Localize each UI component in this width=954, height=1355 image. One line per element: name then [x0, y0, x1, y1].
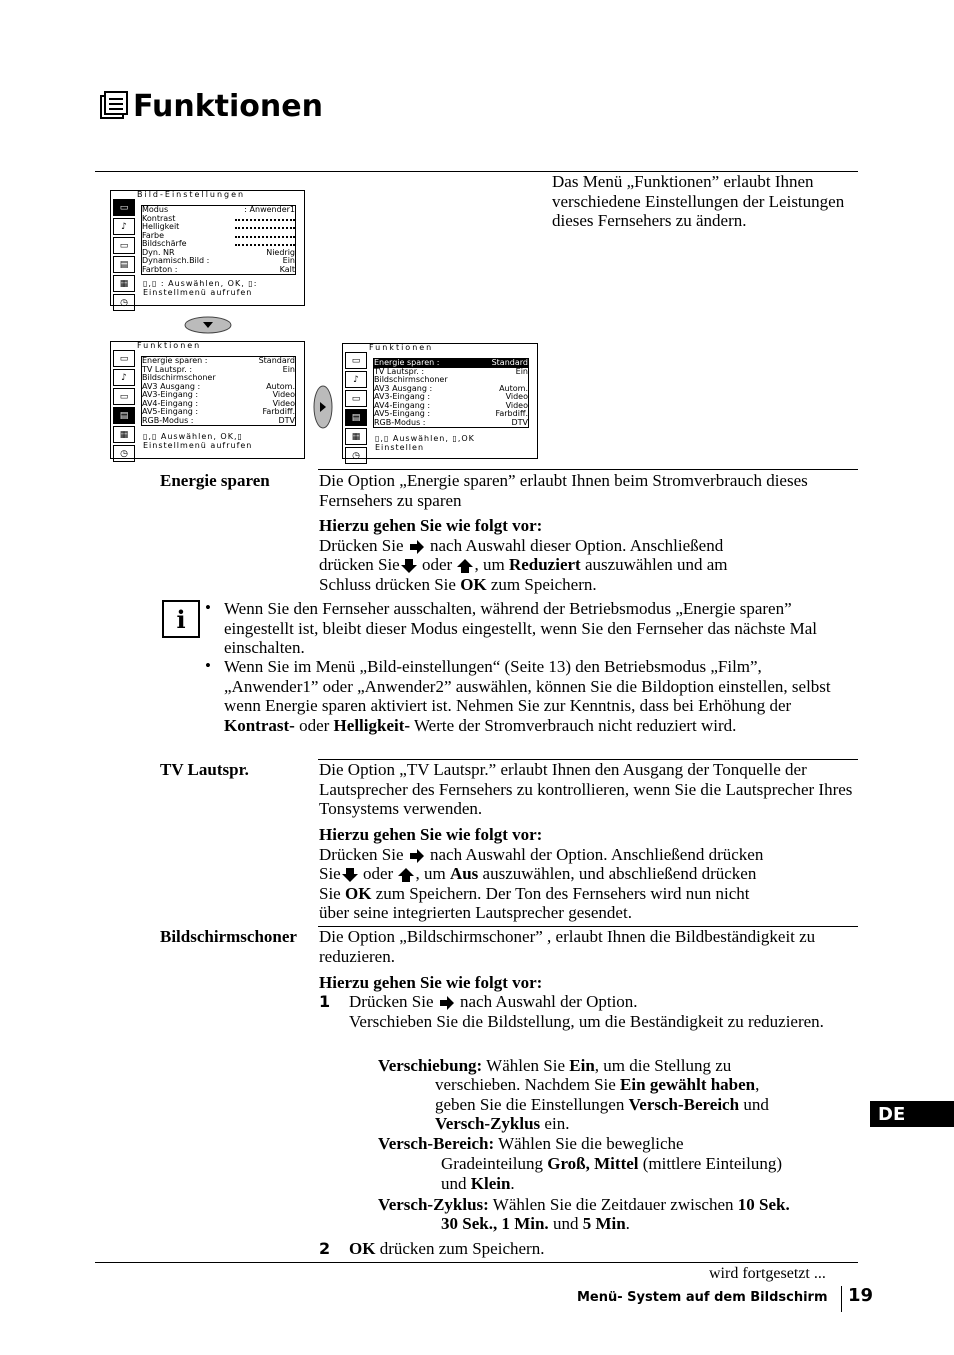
menu-footer: ▯,▯ Auswählen, OK,▯ Einstellmenü aufrufen [143, 432, 253, 450]
menu-row: Bildschirmschoner [374, 375, 448, 384]
timer-icon: ◷ [345, 447, 367, 464]
picture-icon: ▭ [345, 352, 367, 369]
timer-icon: ◷ [113, 445, 135, 462]
sound-icon: ♪ [113, 218, 135, 235]
right-arrow-icon [408, 539, 426, 555]
picture-icon: ▭ [113, 350, 135, 367]
menu-row: AV3-Eingang : Video [142, 390, 295, 399]
menu-row: AV4-Eingang : Video [142, 398, 295, 408]
menu-row: AV4-Eingang : Video [374, 400, 528, 410]
bild-how: Hierzu gehen Sie wie folgt vor: [319, 973, 543, 992]
functions-menu-icon [97, 90, 129, 122]
menu-row: TV Lautspr. : Ein [374, 366, 528, 376]
menu-row: RGB-Modus : DTV [374, 417, 528, 427]
menu-row: Bildschärfe [142, 240, 295, 249]
menu-sidebar [113, 199, 135, 313]
menu-row: AV3 Ausgang : Autom. [374, 383, 528, 393]
menu-row: Dyn. NR Niedrig [142, 247, 295, 257]
language-tab: DE [870, 1101, 954, 1127]
menu-row: RGB-Modus : DTV [142, 415, 295, 425]
step-number-2: 2 [319, 1239, 331, 1258]
setup-icon: ▦ [113, 275, 135, 292]
verschiebung-detail: verschieben. Nachdem Sie Ein gewählt haben, geben Sie die Einstellungen Versch-Bereich und Versch-Zyklus ein. [435, 1075, 769, 1133]
menu-title: Bild-Einstellungen [137, 190, 246, 199]
right-arrow-icon [438, 995, 456, 1011]
menu-row-selected: Energie sparen : Standard [374, 358, 528, 367]
down-arrow-icon [400, 558, 418, 574]
versch-bereich-line: Versch-Bereich: Wählen Sie die bewegliche [378, 1134, 684, 1153]
screen-icon: ▭ [113, 237, 135, 254]
functions-icon: ▤ [113, 407, 135, 424]
step-number-1: 1 [319, 992, 331, 1011]
menu-funktionen-2 [342, 343, 538, 459]
menu-row: Dynamisch.Bild : Ein [142, 256, 295, 265]
intro-text: Das Menü „Funktionen” erlaubt Ihnen verschiedene Einstellungen der Leistungen dieses Fernsehers zu ändern. [552, 172, 845, 230]
menu-row: TV Lautspr. : Ein [142, 364, 295, 374]
functions-icon: ▤ [345, 409, 367, 426]
bild-step-2: OK drücken zum Speichern. [349, 1239, 545, 1258]
slider-bar [235, 215, 295, 221]
menu-row: Energie sparen : Standard [142, 356, 295, 365]
screen-icon: ▭ [345, 390, 367, 407]
bullet-icon: • [205, 656, 211, 675]
right-arrow-button-icon [313, 385, 333, 429]
label-tv-lautspr: TV Lautspr. [160, 760, 249, 779]
menu-rows [141, 356, 296, 426]
right-arrow-icon [408, 848, 426, 864]
slider-bar [235, 223, 295, 229]
down-arrow-icon [341, 867, 359, 883]
bild-desc: Die Option „Bildschirmschoner” , erlaubt Ihnen die Bildbeständigkeit zu reduzieren. [319, 927, 816, 966]
page-title [97, 86, 323, 126]
rule-energie [318, 469, 858, 470]
menu-row: Helligkeit [142, 223, 295, 232]
menu-bild-einstellungen [110, 190, 305, 306]
title-text: Funktionen [133, 88, 323, 124]
versch-bereich-detail: Gradeinteilung Groß, Mittel (mittlere Einteilung) und Klein. [441, 1154, 783, 1193]
bullet-icon: • [205, 598, 211, 617]
energie-steps: Hierzu gehen Sie wie folgt vor: Drücken Sie nach Auswahl dieser Option. Anschließend drücken Sie oder , um Reduziert auszuwählen und am Schluss drücken Sie OK zum Speichern. [319, 516, 728, 594]
verschiebung-line: Verschiebung: Wählen Sie Ein, um die Stellung zu [378, 1056, 732, 1075]
footer-section: Menü- System auf dem Bildschirm [577, 1290, 828, 1305]
tv-steps: Hierzu gehen Sie wie folgt vor: Drücken Sie nach Auswahl der Option. Anschließend drücken Sie oder , um Aus auszuwählen, und abschließend drücken Sie OK zum Speichern. Der Ton des Fernsehers wird nun nicht über seine integrierten Lautsprecher gesendet. [319, 825, 764, 922]
up-arrow-icon [397, 867, 415, 883]
menu-row: AV5-Eingang : Farbdiff. [142, 407, 295, 416]
menu-footer: ▯,▯ Auswählen, ▯,OK Einstellen [375, 434, 475, 452]
menu-footer: ▯,▯ : Auswählen, OK, ▯: Einstellmenü aufrufen [143, 279, 258, 297]
menu-row: Kontrast [142, 215, 295, 224]
menu-row: Farbe [142, 232, 295, 241]
continued-text: wird fortgesetzt ... [709, 1265, 826, 1282]
sound-icon: ♪ [345, 371, 367, 388]
menu-title: Funktionen [137, 341, 202, 350]
setup-icon: ▦ [345, 428, 367, 445]
menu-row: Bildschirmschoner [142, 373, 216, 382]
menu-title: Funktionen [369, 343, 434, 352]
label-bildschirmschoner: Bildschirmschoner [160, 927, 297, 946]
menu-row: Farbton : Kalt [142, 264, 295, 274]
menu-row: AV3 Ausgang : Autom. [142, 381, 295, 391]
bild-step-1: Drücken Sie nach Auswahl der Option. Verschieben Sie die Bildstellung, um die Beständigkeit zu reduzieren. [349, 992, 824, 1031]
menu-row: AV3-Eingang : Video [374, 392, 528, 401]
menu-sidebar [113, 350, 135, 464]
versch-zyklus-detail: 30 Sek., 1 Min. und 5 Min. [441, 1214, 630, 1233]
screen-icon: ▭ [113, 388, 135, 405]
menu-funktionen-1 [110, 341, 305, 459]
menu-row: AV5-Eingang : Farbdiff. [374, 409, 528, 418]
menu-row: Modus : Anwender1 [142, 205, 295, 214]
note-2: Wenn Sie im Menü „Bild-einstellungen“ (Seite 13) den Betriebsmodus „Film”, „Anwender1” oder „Anwender2” auswählen, können Sie die Bildoption einstellen, selbst wenn Energie sparen aktiviert ist. Nehmen Sie zur Kenntnis, dass bei Erhöhung der Kontrast- oder Helligkeit- Werte der Stromverbrauch nicht reduziert wird. [224, 657, 831, 735]
page-number: 19 [848, 1285, 874, 1306]
note-1: Wenn Sie den Fernseher ausschalten, während der Betriebsmodus „Energie sparen” eingestellt ist, bleibt dieser Modus eingestellt, wenn Sie den Fernseher das nächste Mal einschalten. [224, 599, 817, 657]
menu-rows [373, 358, 529, 428]
timer-icon: ◷ [113, 294, 135, 311]
functions-icon: ▤ [113, 256, 135, 273]
picture-icon: ▭ [113, 199, 135, 216]
slider-bar [235, 240, 295, 246]
energie-desc: Die Option „Energie sparen” erlaubt Ihnen beim Stromverbrauch dieses Fernsehers zu sparen [319, 471, 808, 510]
versch-zyklus-line: Versch-Zyklus: Wählen Sie die Zeitdauer zwischen 10 Sek. [378, 1195, 790, 1214]
footer-divider [841, 1286, 842, 1312]
sound-icon: ♪ [113, 369, 135, 386]
slider-bar [235, 232, 295, 238]
info-icon: i [162, 600, 200, 638]
tv-desc: Die Option „TV Lautspr.” erlaubt Ihnen den Ausgang der Tonquelle der Lautsprecher des Fernsehers zu kontrollieren, wenn Sie die Lautsprecher Ihres Tonsystems verwenden. [319, 760, 853, 818]
menu-rows [141, 205, 296, 275]
down-arrow-button-icon [184, 316, 232, 334]
bottom-rule [95, 1262, 858, 1263]
setup-icon: ▦ [113, 426, 135, 443]
label-energie-sparen: Energie sparen [160, 471, 270, 490]
up-arrow-icon [456, 558, 474, 574]
menu-sidebar [345, 352, 367, 466]
